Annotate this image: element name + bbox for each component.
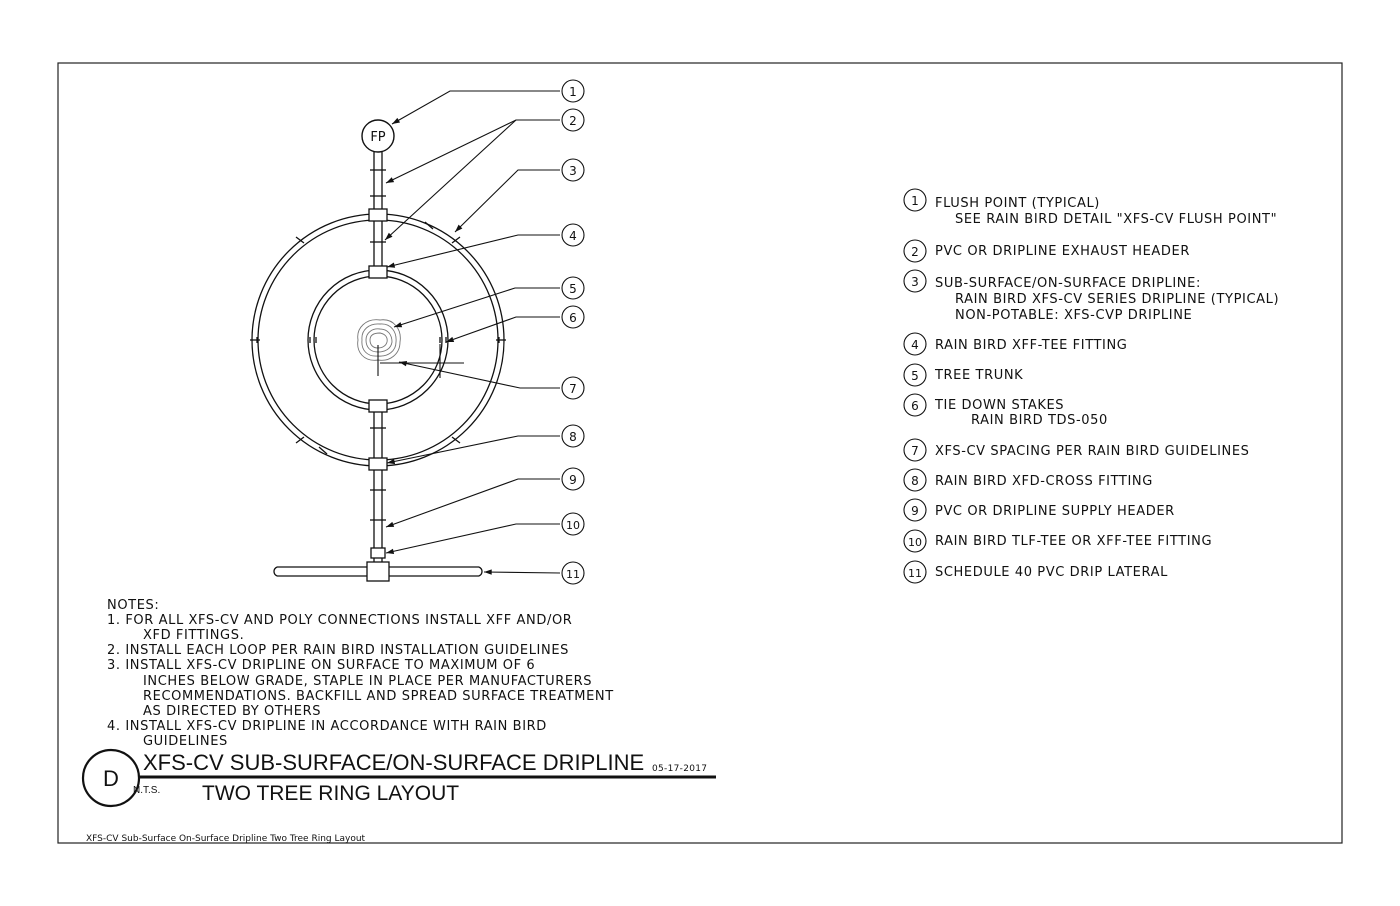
svg-text:PVC OR DRIPLINE SUPPLY HEADER: PVC OR DRIPLINE SUPPLY HEADER xyxy=(935,504,1175,519)
detail-title: XFS-CV SUB-SURFACE/ON-SURFACE DRIPLINE xyxy=(143,750,645,775)
legend-item xyxy=(904,561,1168,583)
note-line: GUIDELINES xyxy=(143,734,228,749)
svg-text:3: 3 xyxy=(911,275,919,289)
svg-text:11: 11 xyxy=(908,567,922,580)
svg-text:TREE TRUNK: TREE TRUNK xyxy=(935,368,1024,383)
svg-text:5: 5 xyxy=(569,282,577,296)
note-line: 3. INSTALL XFS-CV DRIPLINE ON SURFACE TO MAXIMUM OF 6 xyxy=(107,658,536,673)
svg-text:SEE RAIN BIRD DETAIL "XFS-CV F: SEE RAIN BIRD DETAIL "XFS-CV FLUSH POINT" xyxy=(955,212,1278,227)
callout-bubble xyxy=(562,513,584,535)
callout-bubble xyxy=(562,109,584,131)
callout-leaders xyxy=(385,91,560,573)
drawing-callouts xyxy=(562,80,584,584)
svg-text:XFS-CV SPACING PER RAIN BIRD G: XFS-CV SPACING PER RAIN BIRD GUIDELINES xyxy=(935,444,1250,459)
svg-text:5: 5 xyxy=(911,369,919,383)
tree-trunk xyxy=(358,320,401,361)
note-line: 2. INSTALL EACH LOOP PER RAIN BIRD INSTALLATION GUIDELINES xyxy=(107,643,569,658)
inner-dripline-ring xyxy=(308,270,448,410)
svg-text:3: 3 xyxy=(569,164,577,178)
svg-text:SCHEDULE 40 PVC DRIP LATERAL: SCHEDULE 40 PVC DRIP LATERAL xyxy=(935,565,1168,580)
legend-item xyxy=(904,439,1250,461)
note-line: 1. FOR ALL XFS-CV AND POLY CONNECTIONS INSTALL XFF AND/OR xyxy=(107,613,573,628)
supply-header-pipe xyxy=(374,408,382,565)
detail-letter: D xyxy=(103,766,119,791)
svg-text:RAIN BIRD XFS-CV SERIES DRIPLI: RAIN BIRD XFS-CV SERIES DRIPLINE (TYPICAL) xyxy=(955,292,1280,307)
flush-point-label: FP xyxy=(370,130,386,145)
title-block xyxy=(83,750,716,806)
callout-bubble xyxy=(562,159,584,181)
note-line: XFD FITTINGS. xyxy=(143,628,245,643)
svg-text:8: 8 xyxy=(569,430,577,444)
legend-item xyxy=(904,240,1190,262)
legend xyxy=(904,189,1279,583)
callout-bubble xyxy=(562,425,584,447)
svg-text:10: 10 xyxy=(908,536,922,549)
svg-text:RAIN BIRD XFD-CROSS FITTING: RAIN BIRD XFD-CROSS FITTING xyxy=(935,474,1153,489)
callout-bubble xyxy=(562,562,584,584)
notes xyxy=(107,598,614,749)
svg-text:9: 9 xyxy=(569,473,577,487)
svg-text:6: 6 xyxy=(911,399,919,413)
svg-text:11: 11 xyxy=(566,568,580,581)
svg-text:4: 4 xyxy=(911,338,919,352)
svg-text:8: 8 xyxy=(911,474,919,488)
scale-label: N.T.S. xyxy=(133,785,161,796)
notes-heading: NOTES: xyxy=(107,598,160,613)
svg-text:FLUSH POINT (TYPICAL): FLUSH POINT (TYPICAL) xyxy=(935,196,1100,211)
svg-text:RAIN BIRD TDS-050: RAIN BIRD TDS-050 xyxy=(971,413,1108,428)
legend-item xyxy=(904,364,1023,386)
ring-layout-drawing xyxy=(250,120,506,581)
svg-text:6: 6 xyxy=(569,311,577,325)
callout-bubble xyxy=(562,224,584,246)
legend-item xyxy=(904,499,1175,521)
detail-subtitle: TWO TREE RING LAYOUT xyxy=(202,782,460,805)
svg-text:RAIN BIRD TLF-TEE OR XFF-TEE F: RAIN BIRD TLF-TEE OR XFF-TEE FITTING xyxy=(935,534,1213,549)
svg-text:2: 2 xyxy=(911,245,919,259)
sheet-footer: XFS-CV Sub-Surface On-Surface Dripline Two Tree Ring Layout xyxy=(86,834,366,844)
legend-item xyxy=(904,394,1108,428)
svg-text:RAIN BIRD XFF-TEE FITTING: RAIN BIRD XFF-TEE FITTING xyxy=(935,338,1128,353)
svg-text:SUB-SURFACE/ON-SURFACE DRIPLIN: SUB-SURFACE/ON-SURFACE DRIPLINE: xyxy=(935,276,1201,291)
svg-text:PVC OR DRIPLINE EXHAUST HEADER: PVC OR DRIPLINE EXHAUST HEADER xyxy=(935,244,1190,259)
legend-item xyxy=(904,189,1277,227)
svg-text:TIE DOWN STAKES: TIE DOWN STAKES xyxy=(935,398,1065,413)
callout-bubble xyxy=(562,468,584,490)
legend-item xyxy=(904,270,1279,323)
svg-text:NON-POTABLE: XFS-CVP DRIPLINE: NON-POTABLE: XFS-CVP DRIPLINE xyxy=(955,308,1193,323)
note-line: AS DIRECTED BY OTHERS xyxy=(143,704,322,719)
legend-item xyxy=(904,530,1212,552)
callout-bubble xyxy=(562,306,584,328)
detail-date: 05-17-2017 xyxy=(652,764,708,774)
note-line: INCHES BELOW GRADE, STAPLE IN PLACE PER MANUFACTURERS xyxy=(143,674,593,689)
svg-text:7: 7 xyxy=(569,382,577,396)
svg-text:9: 9 xyxy=(911,504,919,518)
svg-text:10: 10 xyxy=(566,519,580,532)
callout-bubble xyxy=(562,377,584,399)
callout-bubble xyxy=(562,277,584,299)
legend-item xyxy=(904,469,1153,491)
svg-text:1: 1 xyxy=(569,85,577,99)
pvc-drip-lateral xyxy=(274,562,482,581)
note-line: 4. INSTALL XFS-CV DRIPLINE IN ACCORDANCE WITH RAIN BIRD xyxy=(107,719,547,734)
legend-item xyxy=(904,333,1127,355)
svg-text:7: 7 xyxy=(911,444,919,458)
note-line: RECOMMENDATIONS. BACKFILL AND SPREAD SURFACE TREATMENT xyxy=(143,689,614,704)
callout-bubble xyxy=(562,80,584,102)
svg-text:4: 4 xyxy=(569,229,577,243)
svg-text:2: 2 xyxy=(569,114,577,128)
svg-text:1: 1 xyxy=(911,194,919,208)
